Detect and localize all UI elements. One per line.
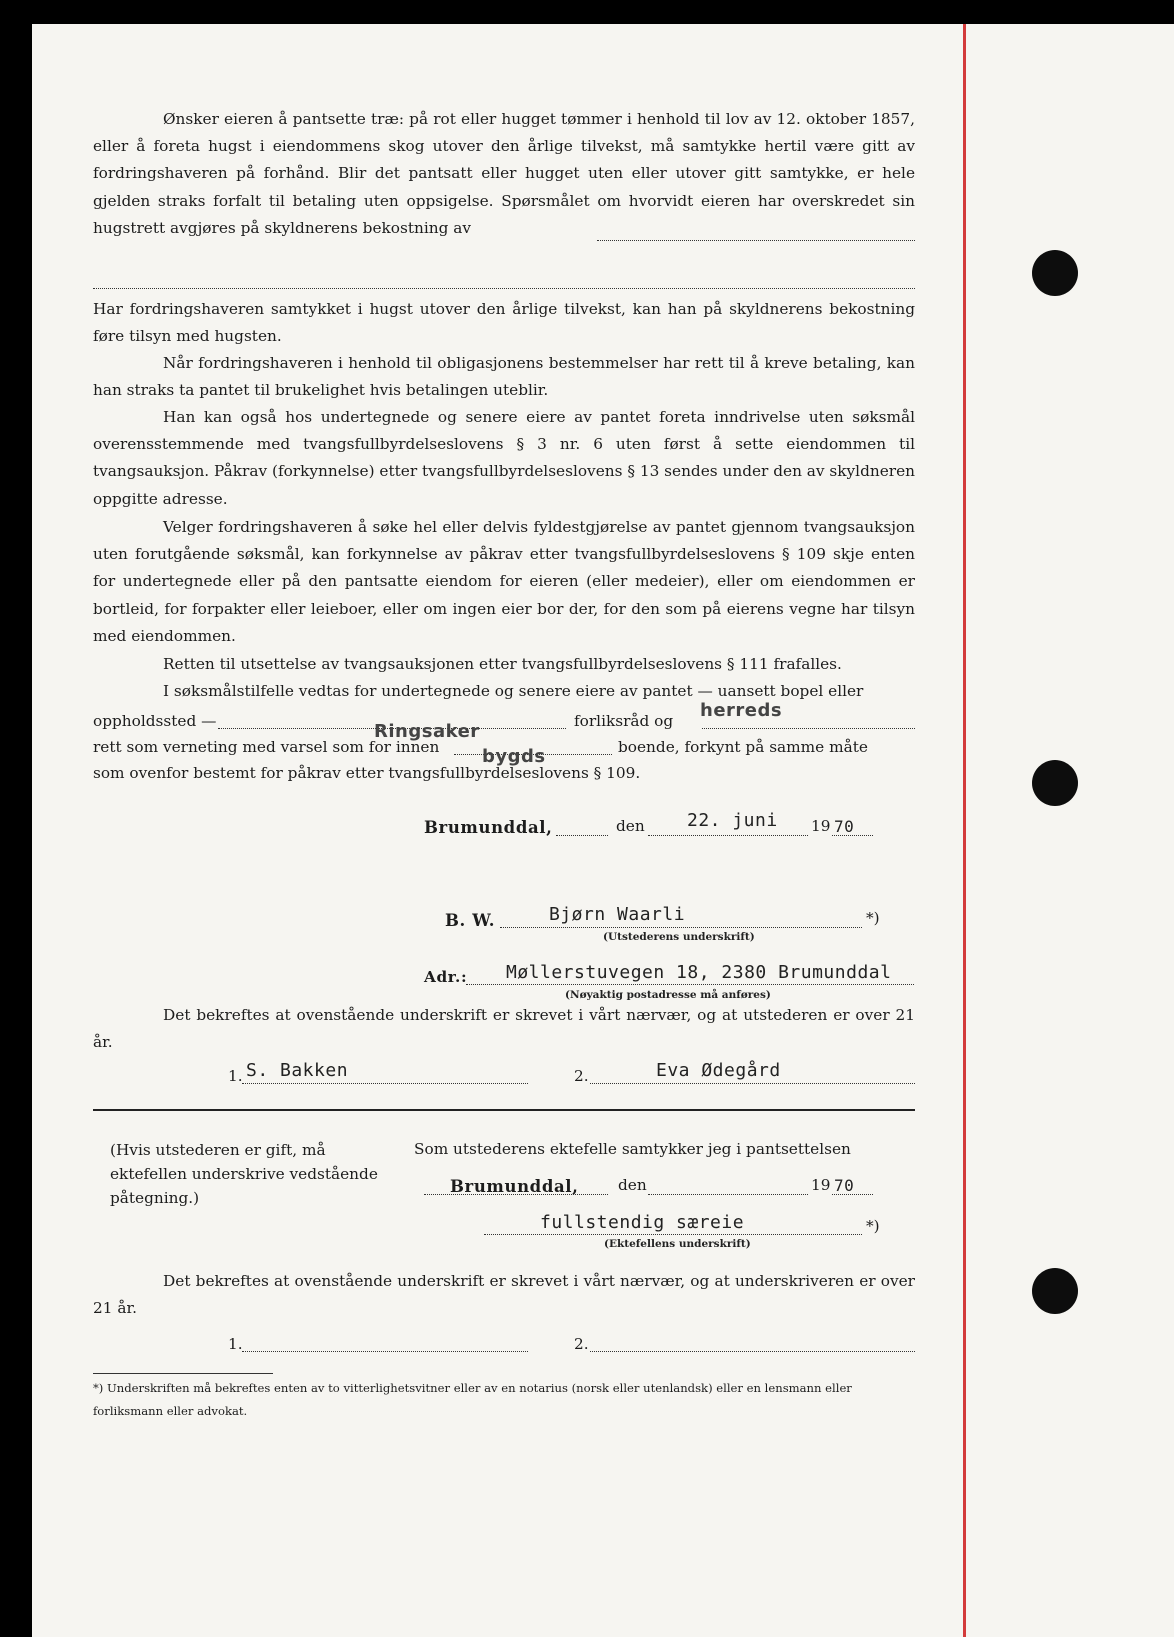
spouse-year-fill [832, 1194, 873, 1195]
witness-1-line1 [242, 1083, 528, 1084]
spouse-left-note: (Hvis utstederen er gift, må ektefellen underskrive vedstående påtegning.) [110, 1141, 378, 1207]
document-page [32, 24, 1174, 1637]
section-divider [93, 1109, 915, 1111]
date-year-suffix: 70 [834, 817, 855, 836]
date-place: Brumunddal, [424, 818, 553, 837]
punch-hole-top [1032, 250, 1078, 296]
venue-line2-b: boende, forkynt på samme måte [618, 738, 868, 756]
issuer-caption: (Utstederens underskrift) [603, 931, 755, 943]
spouse-consent: Som utstederens ektefelle samtykker jeg i pantsettelsen [414, 1140, 851, 1158]
issuer-signature-line [500, 927, 862, 928]
witness-1-num1: 1. [228, 1067, 243, 1085]
paragraph-lawsuit: I søksmålstilfelle vedtas for undertegnede og senere eiere av pantet — uansett bopel eller [163, 682, 864, 700]
witness-1-text: Det bekreftes at ovenstående underskrift er skrevet i vårt nærvær, og at utstederen er over 21 år. [93, 1006, 915, 1052]
venue-line2-a: rett som verneting med varsel som for innen [93, 738, 440, 756]
venue-line1-b: forliksråd og [574, 712, 674, 730]
spouse-place-fill [424, 1194, 608, 1195]
venue-line1-a: oppholdssted — [93, 712, 217, 730]
witness-1-line2 [590, 1083, 915, 1084]
spouse-year-suffix: 70 [834, 1176, 855, 1195]
issuer-marker: *) [866, 909, 880, 927]
footnote: *) Underskriften må bekreftes enten av to vitterlighetsvitner eller av en notarius (norsk eller utenlandsk) eller en lensmann eller forliksmann eller advokat. [93, 1381, 852, 1418]
stamp-bygds: bygds [482, 746, 546, 767]
spouse-place: Brumunddal, [450, 1177, 579, 1196]
paragraph-timber: Ønsker eieren å pantsette træ: på rot eller hugget tømmer i henhold til lov av 12. oktober 1857, eller å foreta hugst i eiendommens skog utover den årlige tilvekst, må samtykke hertil være gitt av fordringshaveren på forhånd. Blir det pantsatt eller hugget uten eller utover gitt samtykke, er hele gjelden straks forfalt til betaling uten oppsigelse. Spørsmålet om hvorvidt eieren har overskredet sin hugstrett avgjøres på skyldnerens bekostning av [93, 110, 915, 237]
paragraph-postponement: Retten til utsettelse av tvangsauksjonen etter tvangsfullbyrdelseslovens § 111 frafalles. [163, 655, 842, 673]
date-year-fill [832, 835, 873, 836]
fill-line-bekostning [597, 240, 915, 241]
address-line [466, 984, 914, 985]
witness-2-line2 [590, 1351, 915, 1352]
stamp-ringsaker: Ringsaker [374, 721, 480, 742]
spouse-year-prefix: 19 [811, 1176, 831, 1194]
spouse-signature: fullstendig særeie [540, 1212, 745, 1233]
witness-2-num1: 1. [228, 1335, 243, 1353]
margin-red-line [963, 24, 966, 1637]
venue-line3: som ovenfor bestemt for påkrav etter tvangsfullbyrdelseslovens § 109. [93, 764, 641, 782]
date-den: den [616, 817, 645, 835]
date-year-prefix: 19 [811, 817, 831, 835]
paragraph-auction: Velger fordringshaveren å søke hel eller delvis fyldestgjørelse av pantet gjennom tvangsauksjon uten forutgående søksmål, kan forkynnelse av påkrav etter tvangsfullbyrdelseslovens § 109 skje enten for undertegnede eller på den pantsatte eiendom for eieren (eller medeier), eller om eiendommen er bortleid, for forpakter eller leieboer, eller om ingen eier bor der, for den som på eierens vegne har tilsyn med eiendommen. [93, 518, 915, 645]
date-fill [648, 835, 808, 836]
spouse-marker: *) [866, 1217, 880, 1235]
issuer-signature: Bjørn Waarli [549, 904, 686, 925]
date-place-fill [556, 835, 608, 836]
witness-2-text: Det bekreftes at ovenstående underskrift er skrevet i vårt nærvær, og at underskriveren er over 21 år. [93, 1272, 915, 1318]
witness-1-name2: Eva Ødegård [656, 1060, 781, 1081]
spouse-caption: (Ektefellens underskrift) [604, 1238, 751, 1250]
paragraph-supervision: Har fordringshaveren samtykket i hugst utover den årlige tilvekst, kan han på skyldnerens bekostning føre tilsyn med hugsten. [93, 300, 915, 346]
spouse-den: den [618, 1176, 647, 1194]
fill-line-blank [93, 288, 915, 289]
witness-1-num2: 2. [574, 1067, 589, 1085]
venue-fill-2 [702, 728, 915, 729]
issuer-initials: B. W. [445, 911, 496, 930]
witness-2-line1 [242, 1351, 528, 1352]
spouse-date-fill [648, 1194, 808, 1195]
stamp-herreds: herreds [700, 700, 783, 721]
punch-hole-middle [1032, 760, 1078, 806]
spouse-signature-line [484, 1234, 862, 1235]
date-handwritten: 22. juni [687, 810, 778, 831]
address-label: Adr.: [424, 968, 468, 986]
paragraph-payment: Når fordringshaveren i henhold til obligasjonens bestemmelser har rett til å kreve betaling, kan han straks ta pantet til brukelighet hvis betalingen uteblir. [93, 354, 915, 400]
paragraph-enforcement: Han kan også hos undertegnede og senere eiere av pantet foreta inndrivelse uten søksmål overensstemmende med tvangsfullbyrdelseslovens § 3 nr. 6 uten først å sette eiendommen til tvangsauksjon. Påkrav (forkynnelse) etter tvangsfullbyrdelseslovens § 13 sendes under den av skyldneren oppgitte adresse. [93, 408, 915, 508]
issuer-address: Møllerstuvegen 18, 2380 Brumunddal [506, 962, 892, 983]
witness-1-name1: S. Bakken [246, 1060, 349, 1081]
footnote-rule [93, 1373, 273, 1374]
punch-hole-bottom [1032, 1268, 1078, 1314]
witness-2-num2: 2. [574, 1335, 589, 1353]
address-caption: (Nøyaktig postadresse må anføres) [565, 989, 771, 1001]
